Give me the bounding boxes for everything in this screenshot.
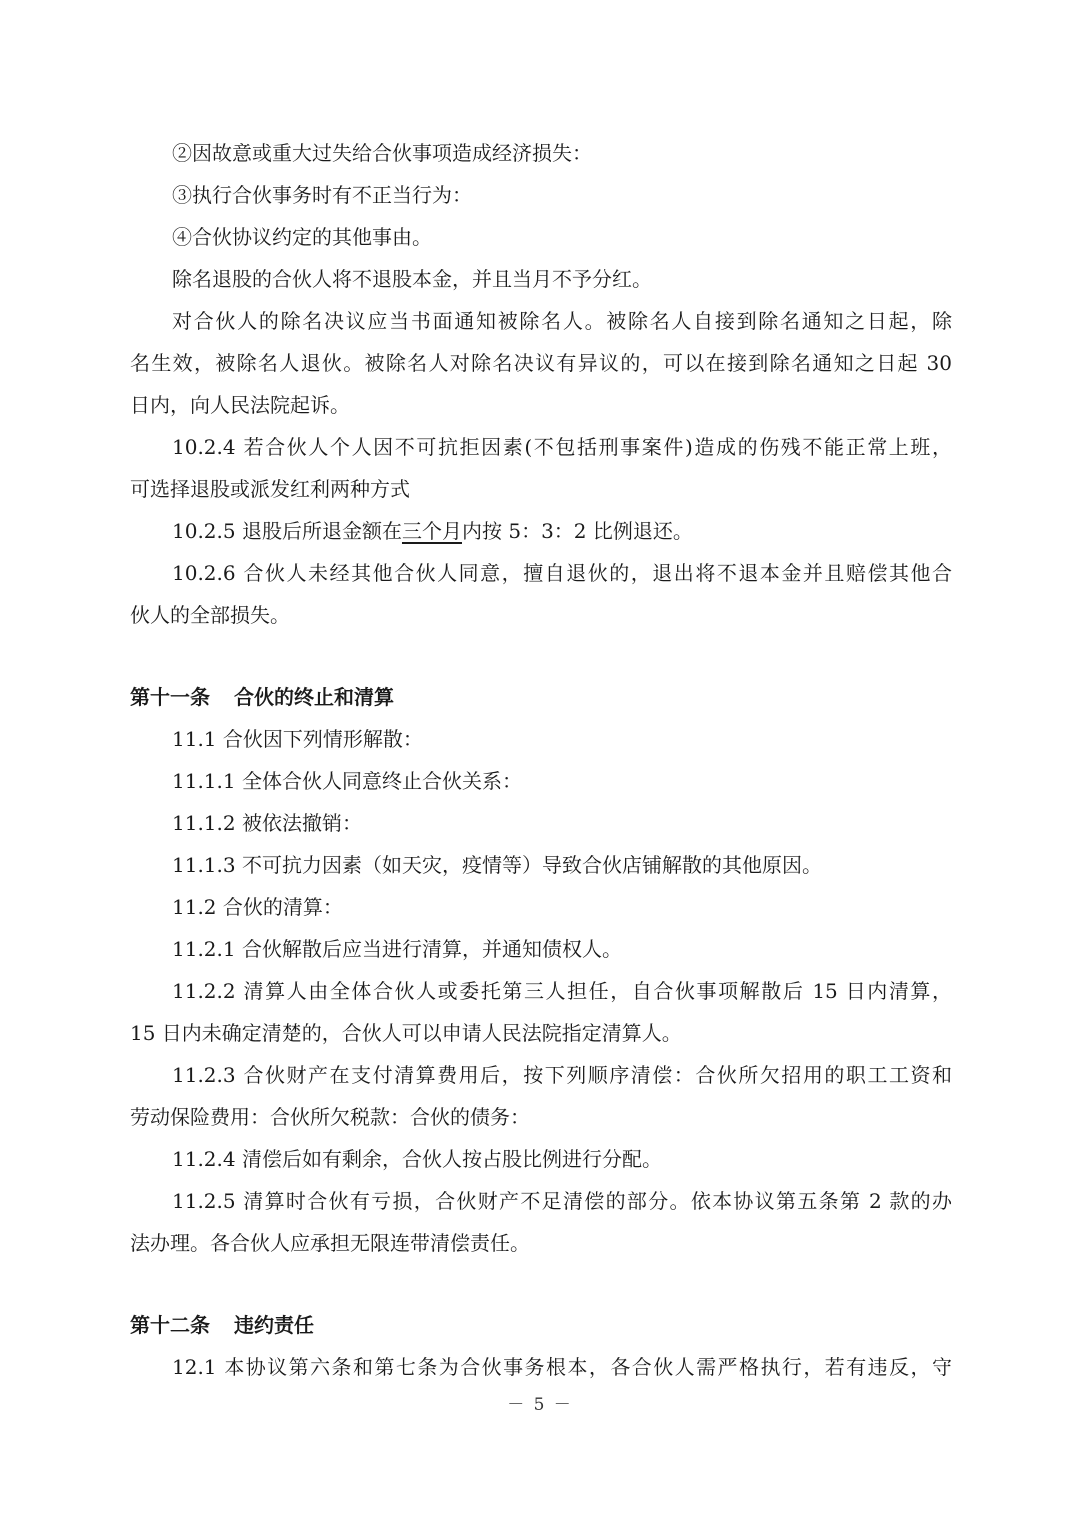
clause-item-2: ②因故意或重大过失给合伙事项造成经济损失： <box>172 141 592 165</box>
clause-11-2: 11.2 合伙的清算： <box>172 895 343 919</box>
clause-11-1-3: 11.1.3 不可抗力因素（如天灾，疫情等）导致合伙店铺解散的其他原因。 <box>172 853 822 877</box>
paragraph-line: 可选择退股或派发红利两种方式 <box>130 477 410 501</box>
clause-11-2-3: 11.2.3 合伙财产在支付清算费用后，按下列顺序清偿：合伙所欠招用的职工工资和 <box>172 1063 952 1087</box>
clause-10-2-6: 10.2.6 合伙人未经其他合伙人同意，擅自退伙的，退出将不退本金并且赔偿其他合 <box>172 561 952 585</box>
paragraph-line: 除名退股的合伙人将不退股本金，并且当月不予分红。 <box>172 267 652 291</box>
paragraph-line: 日内，向人民法院起诉。 <box>130 393 350 417</box>
clause-11-2-2: 11.2.2 清算人由全体合伙人或委托第三人担任，自合伙事项解散后 15 日内清算， <box>172 979 952 1003</box>
clause-11-1-2: 11.1.2 被依法撤销： <box>172 811 362 835</box>
clause-text: 10.2.5 退股后所退金额在 <box>172 519 402 543</box>
section-heading-11 <box>130 683 952 711</box>
clause-11-1: 11.1 合伙因下列情形解散： <box>172 727 423 751</box>
clause-11-2-5: 11.2.5 清算时合伙有亏损，合伙财产不足清偿的部分。依本协议第五条第 2 款的办 <box>172 1189 952 1213</box>
clause-item-4: ④合伙协议约定的其他事由。 <box>172 225 432 249</box>
clause-10-2-5 <box>172 517 952 545</box>
clause-text: 内按 5：3：2 比例退还。 <box>461 519 693 543</box>
clause-11-2-1: 11.2.1 合伙解散后应当进行清算，并通知债权人。 <box>172 937 622 961</box>
clause-item-3: ③执行合伙事务时有不正当行为： <box>172 183 472 207</box>
paragraph-line: 对合伙人的除名决议应当书面通知被除名人。被除名人自接到除名通知之日起，除 <box>172 309 952 333</box>
clause-12-1: 12.1 本协议第六条和第七条为合伙事务根本，各合伙人需严格执行，若有违反，守 <box>172 1355 952 1379</box>
paragraph-line: 15 日内未确定清楚的，合伙人可以申请人民法院指定清算人。 <box>130 1021 682 1045</box>
section-number: 第十二条 <box>130 1313 210 1337</box>
paragraph-line: 名生效，被除名人退伙。被除名人对除名决议有异议的，可以在接到除名通知之日起 30 <box>130 351 952 375</box>
clause-11-2-4: 11.2.4 清偿后如有剩余，合伙人按占股比例进行分配。 <box>172 1147 662 1171</box>
paragraph-line: 法办理。各合伙人应承担无限连带清偿责任。 <box>130 1231 530 1255</box>
paragraph-line: 伙人的全部损失。 <box>130 603 290 627</box>
underlined-term: 三个月 <box>401 519 462 543</box>
section-number: 第十一条 <box>130 685 210 709</box>
page-number: － 5 － <box>507 1395 573 1415</box>
section-heading-12 <box>130 1311 952 1339</box>
clause-11-1-1: 11.1.1 全体合伙人同意终止合伙关系： <box>172 769 522 793</box>
section-title: 合伙的终止和清算 <box>234 685 394 709</box>
clause-10-2-4: 10.2.4 若合伙人个人因不可抗拒因素(不包括刑事案件)造成的伤残不能正常上班， <box>172 435 952 459</box>
paragraph-line: 劳动保险费用：合伙所欠税款：合伙的债务： <box>130 1105 530 1129</box>
section-title: 违约责任 <box>234 1313 314 1337</box>
